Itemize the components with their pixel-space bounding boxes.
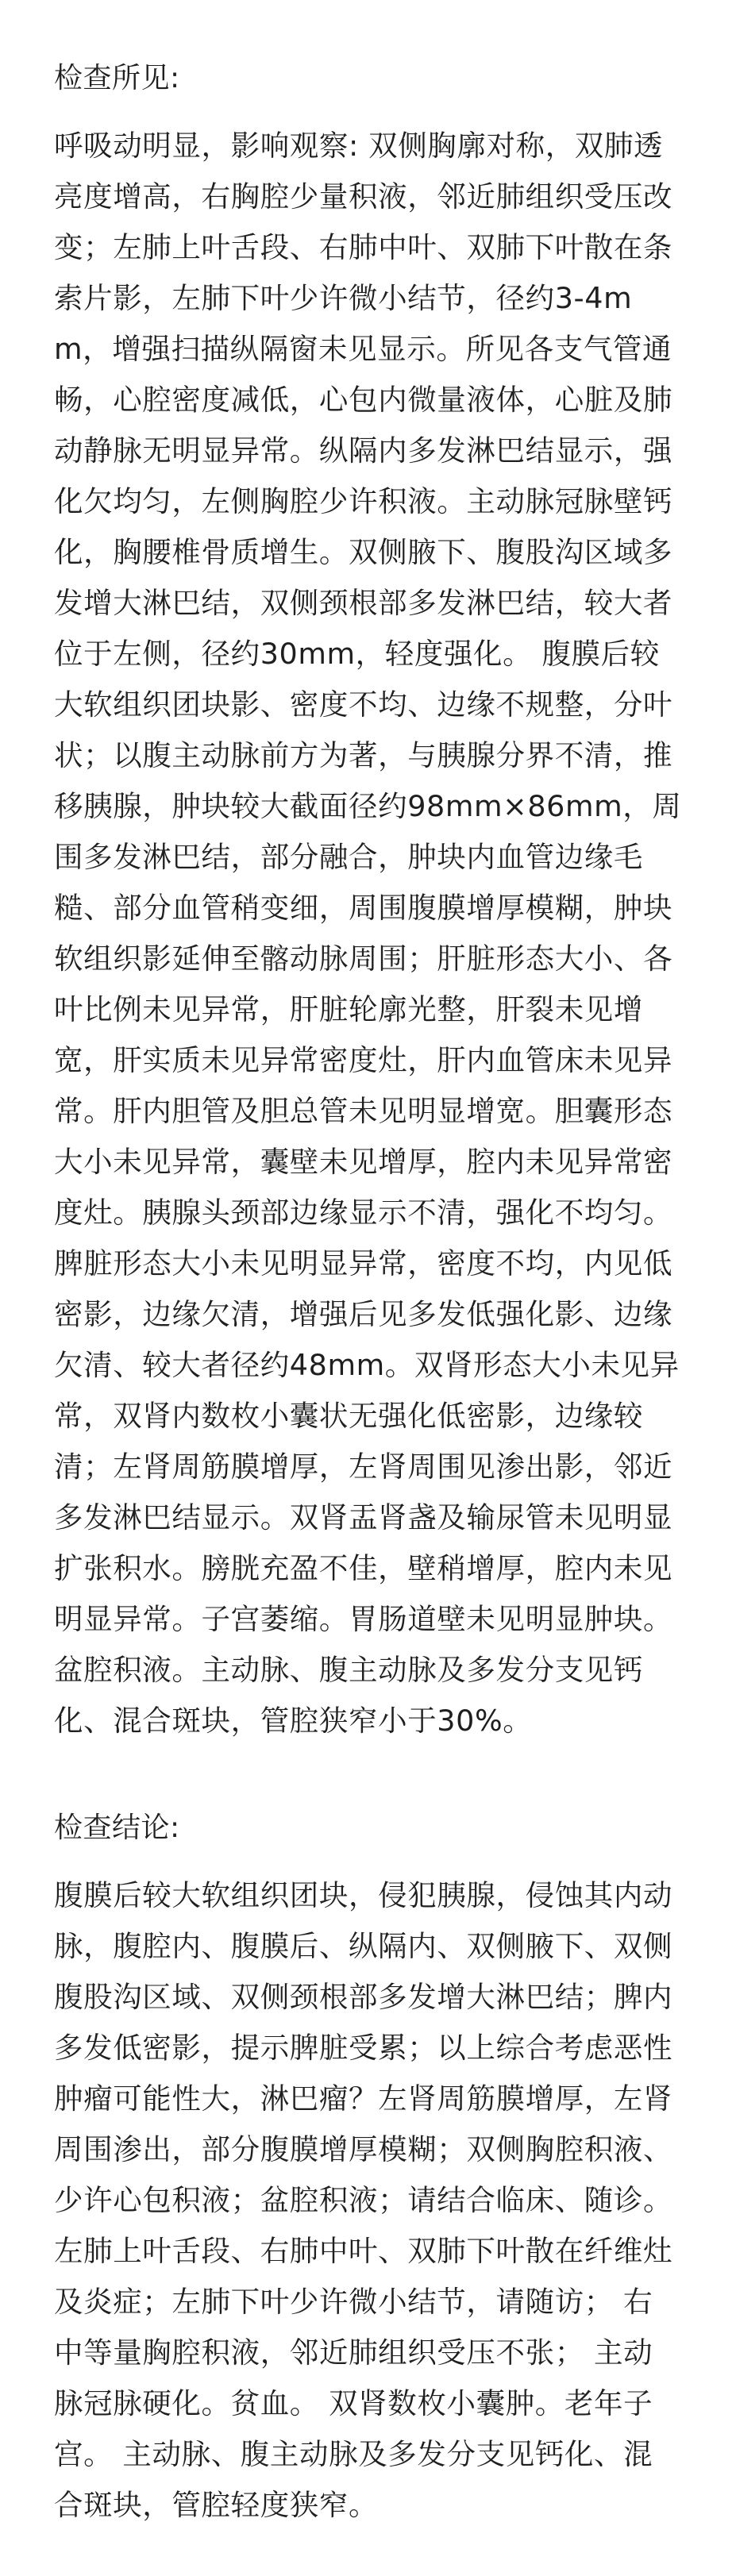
conclusion-body: 腹膜后较大软组织团块，侵犯胰腺，侵蚀其内动脉，腹腔内、腹膜后、纵隔内、双侧腋下、双侧腹股沟区域、双侧颈根部多发增大淋巴结；脾内多发低密影，提示脾脏受累；以上综合考虑恶性肿瘤可能性大，淋巴瘤？左肾周筋膜增厚，左肾周围渗出，部分腹膜增厚模糊；双侧胸腔积液、少许心包积液；盆腔积液；请结合临床、随诊。 左肺上叶舌段、右肺中叶、双肺下叶散在纤维灶及炎症；左肺下叶少许微小结节，请随访； 右中等量胸腔积液，邻近肺组织受压不张； 主动脉冠脉硬化。贫血。 双肾数枚小囊肿。老年子宫。 主动脉、腹主动脉及多发分支见钙化、混合斑块，管腔轻度狭窄。 (54, 1878, 673, 2522)
findings-title: 检查所见: (54, 62, 180, 94)
findings-section (54, 56, 682, 1746)
findings-body: 呼吸动明显，影响观察: 双侧胸廓对称，双肺透亮度增高，右胸腔少量积液，邻近肺组织受压改变；左肺上叶舌段、右肺中叶、双肺下叶散在条索片影，左肺下叶少许微小结节，径约3-4mm，增强扫描纵隔窗未见显示。所见各支气管通畅，心腔密度减低，心包内微量液体，心脏及肺动静脉无明显异常。纵隔内多发淋巴结显示，强化欠均匀，左侧胸腔少许积液。主动脉冠脉壁钙化，胸腰椎骨质增生。双侧腋下、腹股沟区域多发增大淋巴结，双侧颈根部多发淋巴结，较大者位于左侧，径约30mm，轻度强化。 腹膜后较大软组织团块影、密度不均、边缘不规整，分叶状；以腹主动脉前方为著，与胰腺分界不清，推移胰腺，肿块较大截面径约98mm×86mm，周围多发淋巴结，部分融合，肿块内血管边缘毛糙、部分血管稍变细，周围腹膜增厚模糊，肿块软组织影延伸至髂动脉周围；肝脏形态大小、各叶比例未见异常，肝脏轮廓光整，肝裂未见增宽，肝实质未见异常密度灶，肝内血管床未见异常。肝内胆管及胆总管未见明显增宽。胆囊形态大小未见异常，囊壁未见增厚，腔内未见异常密度灶。胰腺头颈部边缘显示不清，强化不均匀。脾脏形态大小未见明显异常，密度不均，内见低密影，边缘欠清，增强后见多发低强化影、边缘欠清、较大者径约48mm。双肾形态大小未见异常，双肾内数枚小囊状无强化低密影，边缘较清；左肾周筋膜增厚，左肾周围见渗出影，邻近多发淋巴结显示。双肾盂肾盏及输尿管未见明显扩张积水。膀胱充盈不佳，壁稍增厚，腔内未见明显异常。子宫萎缩。胃肠道壁未见明显肿块。盆腔积液。主动脉、腹主动脉及多发分支见钙化、混合斑块，管腔狭窄小于30%。 (54, 129, 682, 1738)
conclusion-title: 检查结论: (54, 1812, 180, 1844)
conclusion-section (54, 1805, 682, 2531)
